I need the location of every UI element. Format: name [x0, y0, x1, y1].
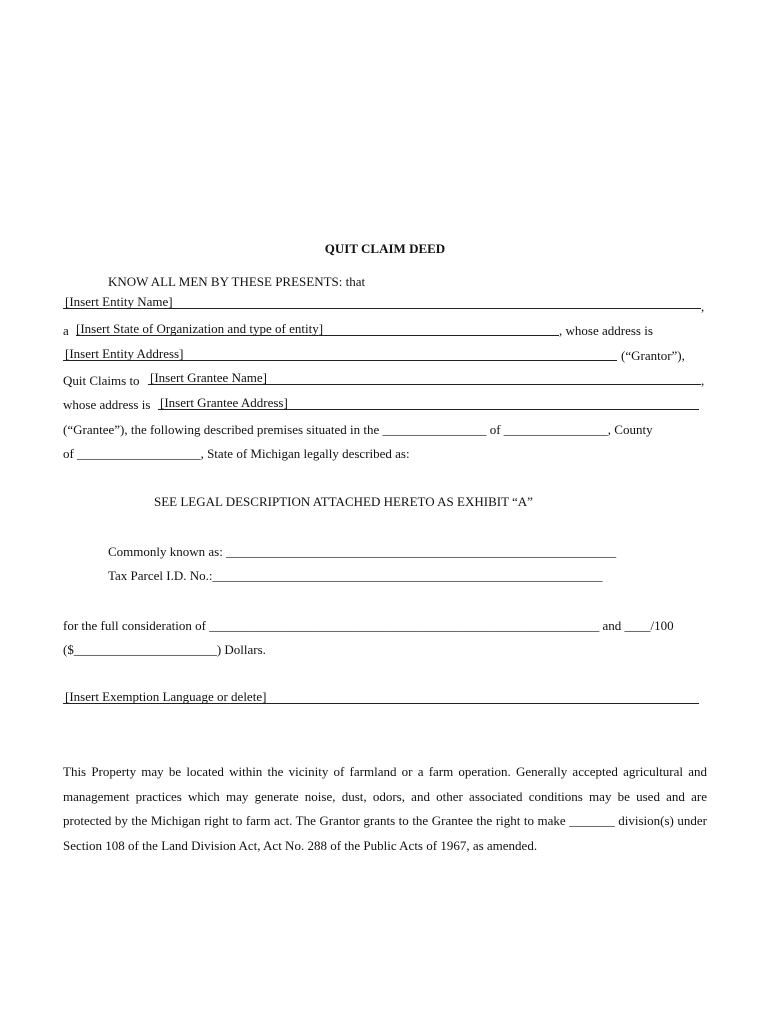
commonly-known-text: Commonly known as: ____________________________________________________________ [108, 544, 617, 559]
tax-parcel-text: Tax Parcel I.D. No.:____________________________________________________________ [108, 568, 603, 583]
county-text: of ___________________, State of Michigan legally described as: [63, 446, 410, 461]
exemption-field[interactable]: [Insert Exemption Language or delete] [65, 689, 267, 704]
entity-address-field[interactable]: [Insert Entity Address] [65, 346, 184, 361]
grantee-address-underline [158, 409, 699, 410]
dollars-text: ($______________________) Dollars. [63, 642, 266, 657]
document-title: QUIT CLAIM DEED [324, 241, 446, 256]
a-prefix-text: a [63, 323, 69, 338]
exemption-underline [63, 703, 699, 704]
grantee-premises-text: (“Grantee”), the following described premises situated in the ________________ of ________________, County [63, 422, 653, 437]
grantee-address-field[interactable]: [Insert Grantee Address] [160, 395, 288, 410]
entity-name-comma: , [701, 299, 705, 314]
state-organization-underline [76, 335, 559, 336]
grantee-name-underline [148, 384, 701, 385]
state-organization-field[interactable]: [Insert State of Organization and type of entity] [76, 321, 324, 336]
entity-name-underline [63, 308, 701, 309]
whose-address-2-text: whose address is [63, 397, 151, 412]
entity-address-underline [63, 360, 617, 361]
grantor-label: (“Grantor”), [621, 348, 685, 363]
legal-description-text: SEE LEGAL DESCRIPTION ATTACHED HERETO AS EXHIBIT “A” [154, 494, 533, 509]
grantee-name-comma: , [701, 373, 705, 388]
whose-address-text: , whose address is [559, 323, 653, 338]
grantee-name-field[interactable]: [Insert Grantee Name] [150, 370, 267, 385]
farmland-paragraph: This Property may be located within the vicinity of farmland or a farm operation. Generally accepted agricultural and management practices which may generate noise, dust, odors, and other associated conditions may be used and are protected by the Michigan right to farm act. The Grantor grants to the Grantee the right to make _______ division(s) under Section 108 of the Land Division Act, Act No. 288 of the Public Acts of 1967, as amended. [63, 764, 707, 853]
consideration-text: for the full consideration of ____________________________________________________________ and ____/100 [63, 618, 674, 633]
intro-text: KNOW ALL MEN BY THESE PRESENTS: that [108, 274, 366, 289]
quit-claims-to-text: Quit Claims to [63, 373, 140, 388]
entity-name-field[interactable]: [Insert Entity Name] [65, 294, 173, 309]
